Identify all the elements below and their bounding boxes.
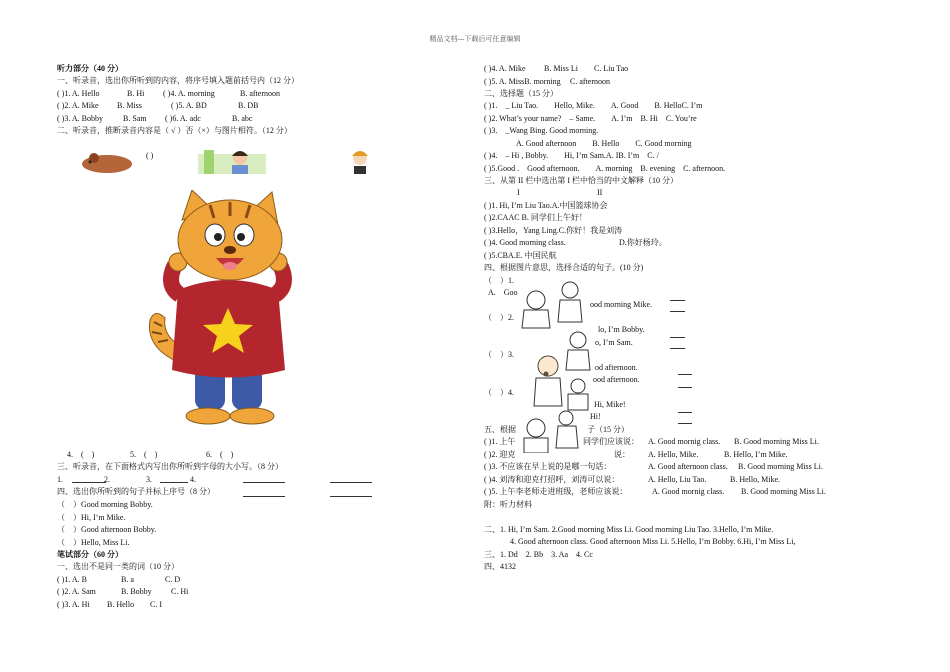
s4-line-1 [243, 489, 285, 497]
w4-q4: （ ）4. [484, 388, 514, 397]
s1-row-3-c: ( )6. A. adc [165, 114, 201, 123]
boy-picture [346, 146, 374, 174]
w4-line-4 [670, 341, 685, 349]
w1-row-3-b: B. Hello [107, 600, 135, 609]
s1-row-3-d: B. abc [232, 114, 253, 123]
answer-2a: 二、1. Hi, I’m Sam. 2.Good morning Miss Li. Good morning Liu Tao. 3.Hello, I’m Mike. [484, 525, 774, 534]
w5-q5: ( )5. 上午李老师走进班级，老师应该说： [484, 487, 628, 496]
w5-q1-mid: 同学们应该说： [583, 437, 639, 446]
s3-num-3: 3. [146, 475, 152, 484]
w5-q4: ( )4. 刘涛和迎克打招呼，刘涛可以说： [484, 475, 620, 484]
s3-blank-1[interactable] [72, 475, 106, 483]
rw1-row-4-c: C. Liu Tao [594, 64, 629, 73]
rw1-row-4-b: B. Miss Li [544, 64, 579, 73]
s3-num-2: 2. [104, 475, 110, 484]
w2-line-1: ( )1. _ Liu Tao. Hello, Mike. A. Good B. HelloC. I’m [484, 101, 703, 110]
rw1-row-5-b: C. afternoon [570, 77, 610, 86]
w4-line-7 [678, 405, 692, 413]
w5-title-a: 五、根据 [484, 425, 516, 434]
w3-line-1: ( )1. Hi, I’m Liu Tao.A.中国篮球协会 [484, 201, 608, 210]
rw1-row-4-a: ( )4. A. Mike [484, 64, 526, 73]
w4-q2: （ ）2. [484, 313, 514, 322]
w2-title: 二、选择题（15 分） [484, 89, 558, 98]
w4-t7: Hi! [590, 412, 601, 421]
w3-option-d: D.你好杨玲。 [619, 238, 667, 247]
cat-illustration [140, 190, 315, 430]
s1-row-2-b: B. Miss [117, 101, 142, 110]
w5-title-b: 子（15 分） [587, 425, 629, 434]
section-1-title: 一、听录音，选出你所听到的内容，将序号填入题前括号内（12 分） [57, 76, 299, 85]
section-4-title: 四、选出你所听到的句子并标上序号（8 分） [57, 487, 215, 496]
s1-row-1-a: ( )1. A. Hello [57, 89, 100, 98]
w4-t5: ood afternoon. [593, 375, 640, 384]
s1-row-2-a: ( )2. A. Mike [57, 101, 99, 110]
s2-bracket: ( ) [146, 151, 154, 160]
section-2-title: 二、听录音，推断录音内容是（ √ ）否（×）与图片相符。（12 分） [57, 126, 292, 135]
w3-title: 三、从第 II 栏中选出第 I 栏中恰当的中文解释（10 分） [484, 176, 678, 185]
s1-row-3-a: ( )3. A. Bobby [57, 114, 103, 123]
s3-num-1: 1. [57, 475, 63, 484]
w1-row-1-a: ( )1. A. B [57, 575, 87, 584]
s4-item-4: （ ）Hello, Miss Li. [57, 538, 130, 547]
rw1-row-5-a: ( )5. A. MissB. morning [484, 77, 561, 86]
w5-q5-b: B. Good morning Miss Li. [741, 487, 826, 496]
w4-line-2 [670, 304, 685, 312]
answer-3: 三、1. Dd 2. Bb 3. Aa 4. Cc [484, 550, 593, 559]
w4-line-5 [678, 367, 692, 375]
w4-line-8 [678, 416, 692, 424]
w2-line-5: ( )4. – Hi , Bobby. Hi, I’m Sam.A. IB. I’m C. / [484, 151, 659, 160]
w5-q2-a: A. Hello, Mike. [648, 450, 699, 459]
w5-q5-a: A. Good mornig class. [652, 487, 725, 496]
s1-row-1-d: B. afternoon [240, 89, 280, 98]
w4-t3: o, I’m Sam. [595, 338, 633, 347]
s1-row-1-c: ( )4. A. morning [163, 89, 215, 98]
w1-row-2-c: C. Hi [171, 587, 189, 596]
character-sketches [518, 278, 598, 453]
written-title: 笔试部分（60 分） [57, 550, 123, 559]
s4-line-2 [330, 489, 372, 497]
w3-col-1: I [517, 188, 520, 197]
w2-line-2: ( )2. What’s your name? – Same. A. I’m B. Hi C. You’re [484, 114, 697, 123]
w3-line-4: ( )4. Good morning class. [484, 238, 566, 247]
s1-row-2-d: B. DB [238, 101, 259, 110]
w1-row-1-c: C. D [165, 575, 181, 584]
s4-item-1: （ ）Good morning Bobby. [57, 500, 153, 509]
w1-row-2-a: ( )2. A. Sam [57, 587, 96, 596]
w4-t1: ood morning Mike. [590, 300, 652, 309]
w4-title: 四、根据图片意思，选择合适的句子。(10 分) [484, 263, 644, 272]
w1-row-3-c: C. I [150, 600, 162, 609]
s2-item-5: 5. ( ) [130, 450, 158, 459]
w1-row-1-b: B. a [121, 575, 134, 584]
s1-row-2-c: ( )5. A. BD [171, 101, 207, 110]
w2-line-3: ( )3. _Wang Bing. Good morning. [484, 126, 599, 135]
w2-line-6: ( )5.Good . Good afternoon. A. morning B. evening C. afternoon. [484, 164, 726, 173]
teacher-picture [198, 146, 266, 174]
s4-item-3: （ ）Good afternoon Bobby. [57, 525, 157, 534]
w5-q2-b: B. Hello, I’m Mike. [724, 450, 788, 459]
w4-line-6 [678, 380, 692, 388]
w3-line-5: ( )5.CBA.E. 中国民航 [484, 251, 557, 260]
w5-q2-mid: 说： [614, 450, 630, 459]
w3-line-2: ( )2.CAAC B. 同学们上午好！ [484, 213, 587, 222]
w4-line-1 [670, 293, 685, 301]
w5-q4-b: B. Hello, Mike. [730, 475, 780, 484]
w1-row-2-b: B. Bobby [121, 587, 152, 596]
w3-line-3: ( )3.Hello，Yang Ling.C.你好！我是刘涛 [484, 226, 623, 235]
s4-item-2: （ ）Hi, I’m Mike. [57, 513, 126, 522]
answer-2b: 4. Good afternoon class. Good afternoon Miss Li. 5.Hello, I’m Bobby. 6.Hi, I’m Miss Li, [510, 537, 796, 546]
listening-title: 听力部分（40 分） [57, 64, 123, 73]
w5-q1: ( )1. 上午 [484, 437, 516, 446]
w5-q3-b: B. Good morning Miss Li. [738, 462, 823, 471]
w5-q2: ( )2. 迎克 [484, 450, 516, 459]
w4-q3: （ ）3. [484, 350, 514, 359]
w1-row-3-a: ( )3. A. Hi [57, 600, 90, 609]
answer-4: 四、4132 [484, 562, 516, 571]
s3-blank-6[interactable] [330, 475, 372, 483]
w5-q4-a: A. Hello, Liu Tao. [648, 475, 707, 484]
w4-t2: lo, I’m Bobby. [598, 325, 645, 334]
w4-t6: Hi, Mike! [594, 400, 626, 409]
s2-item-6: 6. ( ) [206, 450, 234, 459]
w5-q1-b: B. Good morning Miss Li. [734, 437, 819, 446]
page-header: 精品文档---下载后可任意编辑 [429, 35, 521, 43]
s3-blank-5[interactable] [243, 475, 285, 483]
w4-t4: od afternoon. [595, 363, 638, 372]
dog-picture [80, 152, 135, 174]
appendix-title: 附：听力材料 [484, 500, 532, 509]
s2-item-4: 4. ( ) [67, 450, 95, 459]
w5-q1-a: A. Good mornig class. [648, 437, 721, 446]
s3-blank-3[interactable] [160, 475, 188, 483]
w4-q1-a: A. Goo [488, 288, 518, 297]
w3-col-2: II [597, 188, 603, 197]
s1-row-1-b: B. Hi [127, 89, 145, 98]
w4-q1: （ ）1. [484, 276, 514, 285]
w2-line-4: A. Good afternoon B. Hello C. Good morning [484, 139, 692, 148]
w1-title: 一、选出不是同一类的词（10 分） [57, 562, 179, 571]
w5-q3-a: A. Good afternoon class. [648, 462, 728, 471]
w4-line-3 [670, 330, 685, 338]
s3-num-4: 4. [190, 475, 196, 484]
w5-q3: ( )3. 不应该在早上说的是哪一句话： [484, 462, 612, 471]
s1-row-3-b: B. Sam [123, 114, 147, 123]
section-3-title: 三、听录音，在下面格式内写出你所听到字母的大小写。（8 分） [57, 462, 283, 471]
